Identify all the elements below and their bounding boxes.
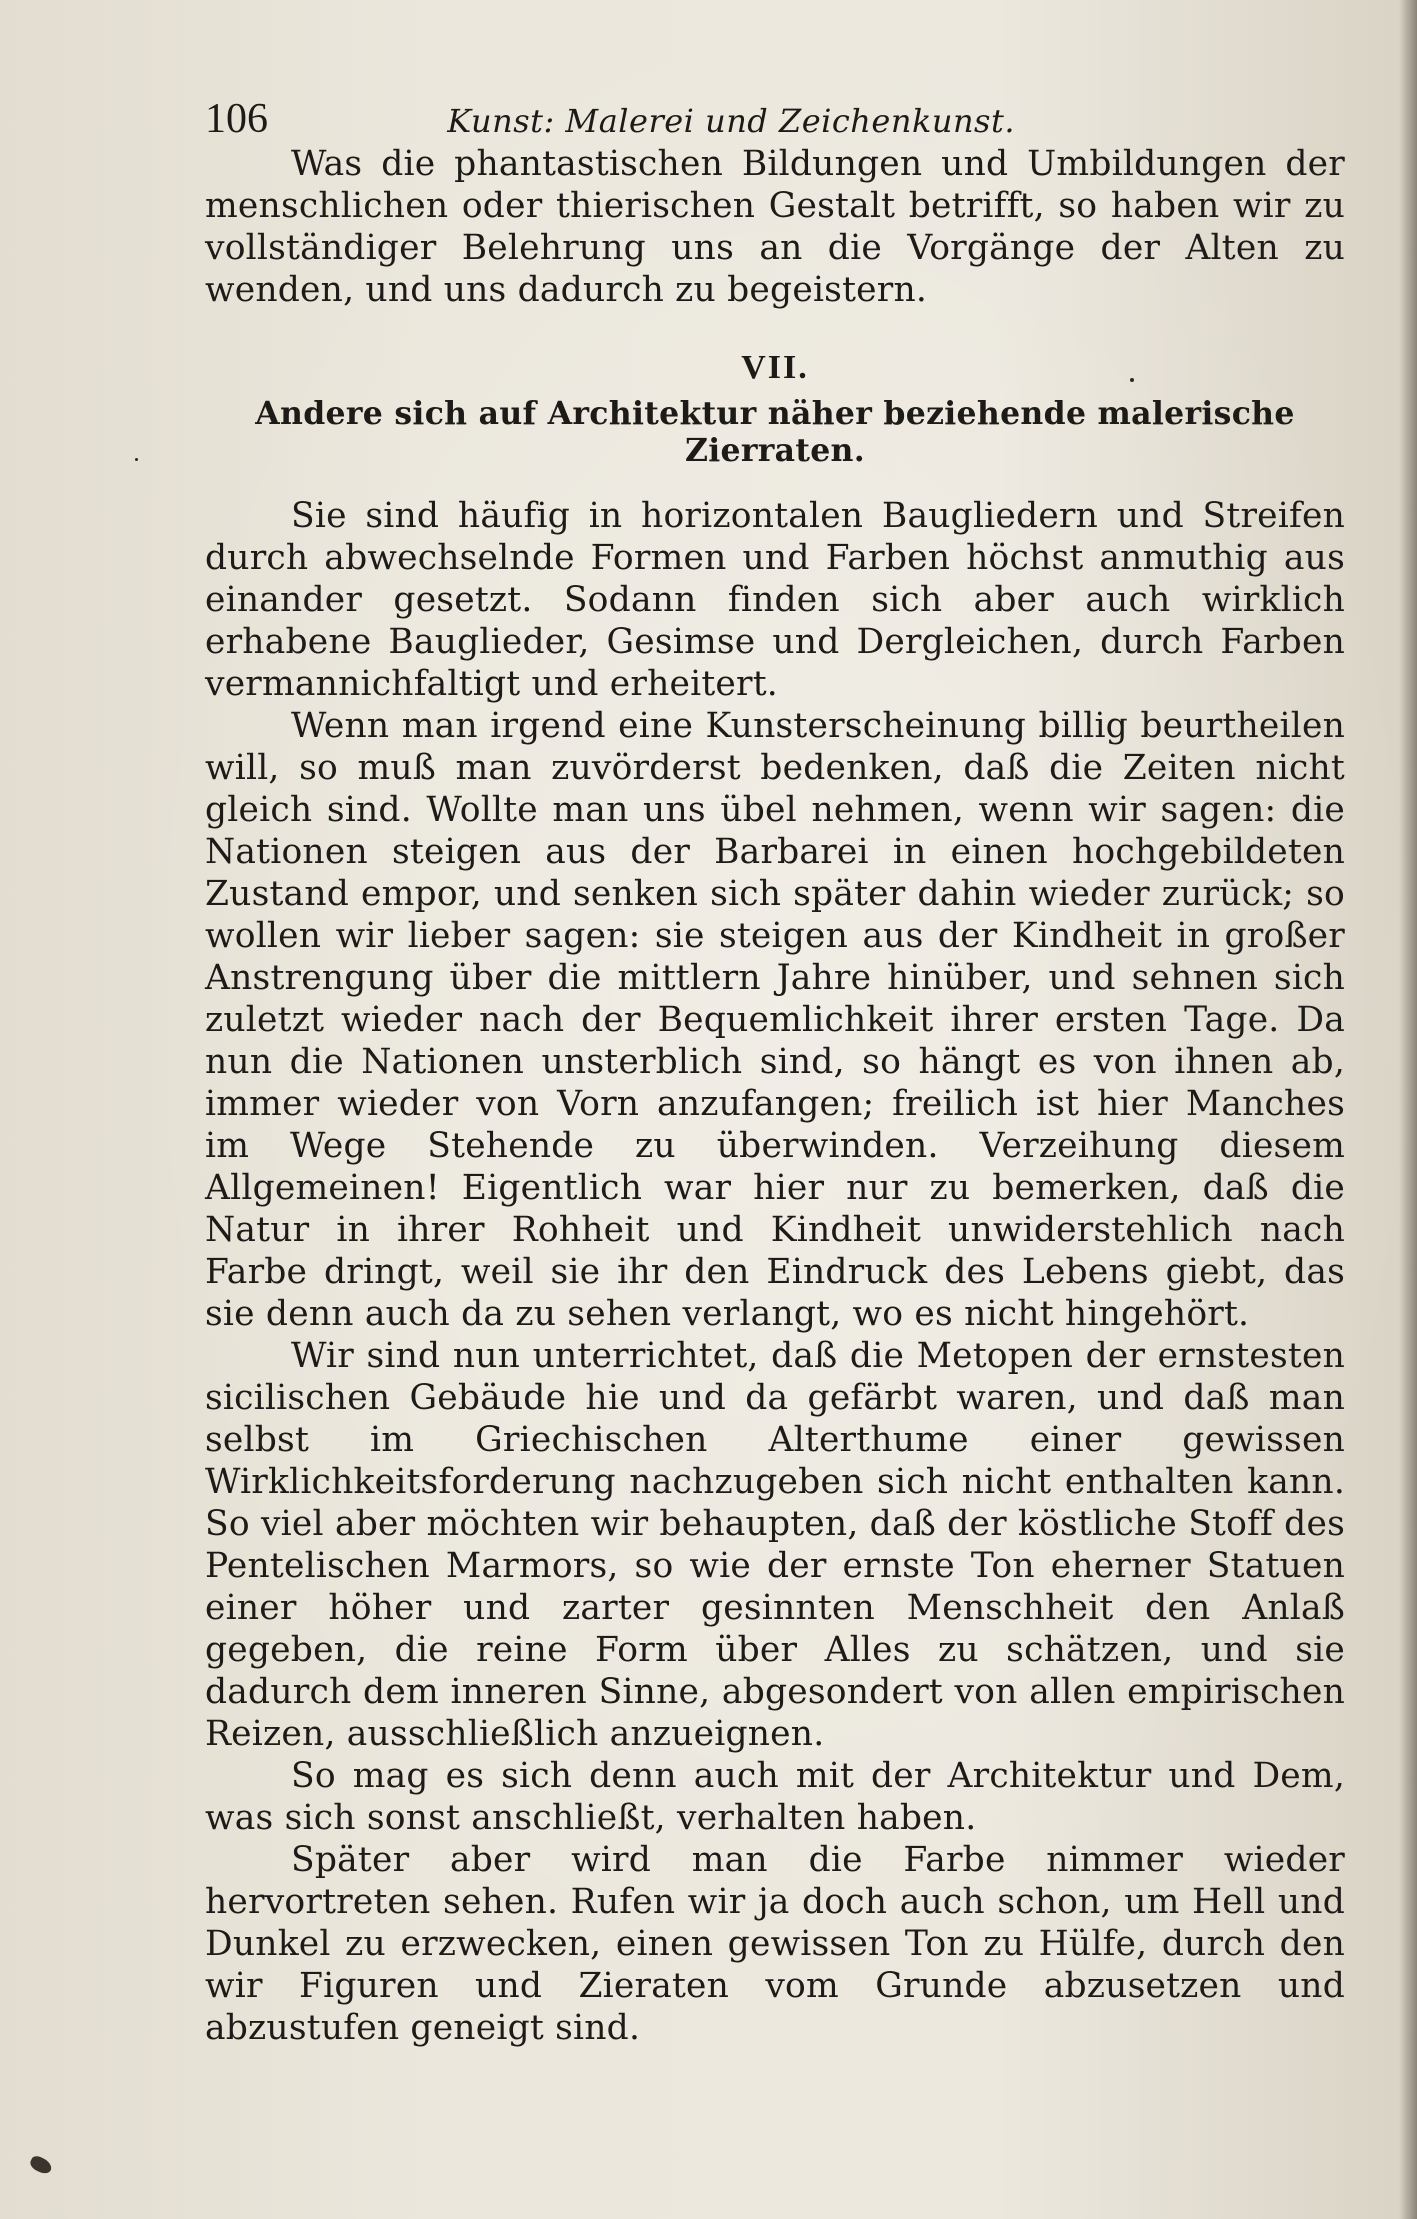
running-head: [205, 95, 1345, 143]
paragraph-intro: Was die phantastischen Bildungen und Umbildungen der menschlichen oder thierischen Gestalt betrifft, so haben wir zu vollständiger Belehrung uns an die Vorgänge der Alten zu wenden, und uns dadurch zu begeistern.: [205, 144, 1345, 310]
page-number: 106: [205, 96, 268, 142]
page-corner-mark: [28, 2154, 54, 2176]
paragraph: Sie sind häufig in horizontalen Baugliedern und Streifen durch abwechselnde Formen und Farben höchst anmuthig aus einander gesetzt. Sodann finden sich aber auch wirklich erhabene Bauglieder, Gesimse und Dergleichen, durch Farben vermannichfaltigt und erheitert.: [205, 496, 1345, 704]
paragraph: So mag es sich denn auch mit der Architektur und Dem, was sich sonst anschließt, verhalten haben.: [205, 1756, 1345, 1838]
running-title: Kunst: Malerei und Zeichenkunst.: [447, 102, 1015, 140]
text-block: [205, 95, 1345, 2049]
paragraph: Später aber wird man die Farbe nimmer wieder hervortreten sehen. Rufen wir ja doch auch schon, um Hell und Dunkel zu erzwecken, einen gewissen Ton zu Hülfe, durch den wir Figuren und Zieraten vom Grunde abzusetzen und abzustufen geneigt sind.: [205, 1840, 1345, 2048]
paragraph: Wenn man irgend eine Kunsterscheinung billig beurtheilen will, so muß man zuvörderst bedenken, daß die Zeiten nicht gleich sind. Wollte man uns übel nehmen, wenn wir sagen: die Nationen steigen aus der Barbarei in einen hochgebildeten Zustand empor, und senken sich später dahin wieder zurück; so wollen wir lieber sagen: sie steigen aus der Kindheit in großer Anstrengung über die mittlern Jahre hinüber, und sehnen sich zuletzt wieder nach der Bequemlichkeit ihrer ersten Tage. Da nun die Nationen unsterblich sind, so hängt es von ihnen ab, immer wieder von Vorn anzufangen; freilich ist hier Manches im Wege Stehende zu überwinden. Verzeihung diesem Allgemeinen! Eigentlich war hier nur zu bemerken, daß die Natur in ihrer Rohheit und Kindheit unwiderstehlich nach Farbe dringt, weil sie ihr den Eindruck des Lebens giebt, das sie denn auch da zu sehen verlangt, wo es nicht hingehört.: [205, 706, 1345, 1334]
page-edge-shadow: [1399, 0, 1417, 2219]
section-title: Andere sich auf Architektur näher beziehende malerische Zierraten.: [255, 395, 1295, 469]
section-number: VII.: [741, 349, 809, 386]
paragraph: Wir sind nun unterrichtet, daß die Metopen der ernstesten sicilischen Gebäude hie und da gefärbt waren, und daß man selbst im Griechischen Alterthume einer gewissen Wirklichkeitsforderung nachzugeben sich nicht enthalten kann. So viel aber möchten wir behaupten, daß der köstliche Stoff des Pentelischen Marmors, so wie der ernste Ton eherner Statuen einer höher und zarter gesinnten Menschheit den Anlaß gegeben, die reine Form über Alles zu schätzen, und sie dadurch dem inneren Sinne, abgesondert von allen empirischen Reizen, ausschließlich anzueignen.: [205, 1336, 1345, 1754]
